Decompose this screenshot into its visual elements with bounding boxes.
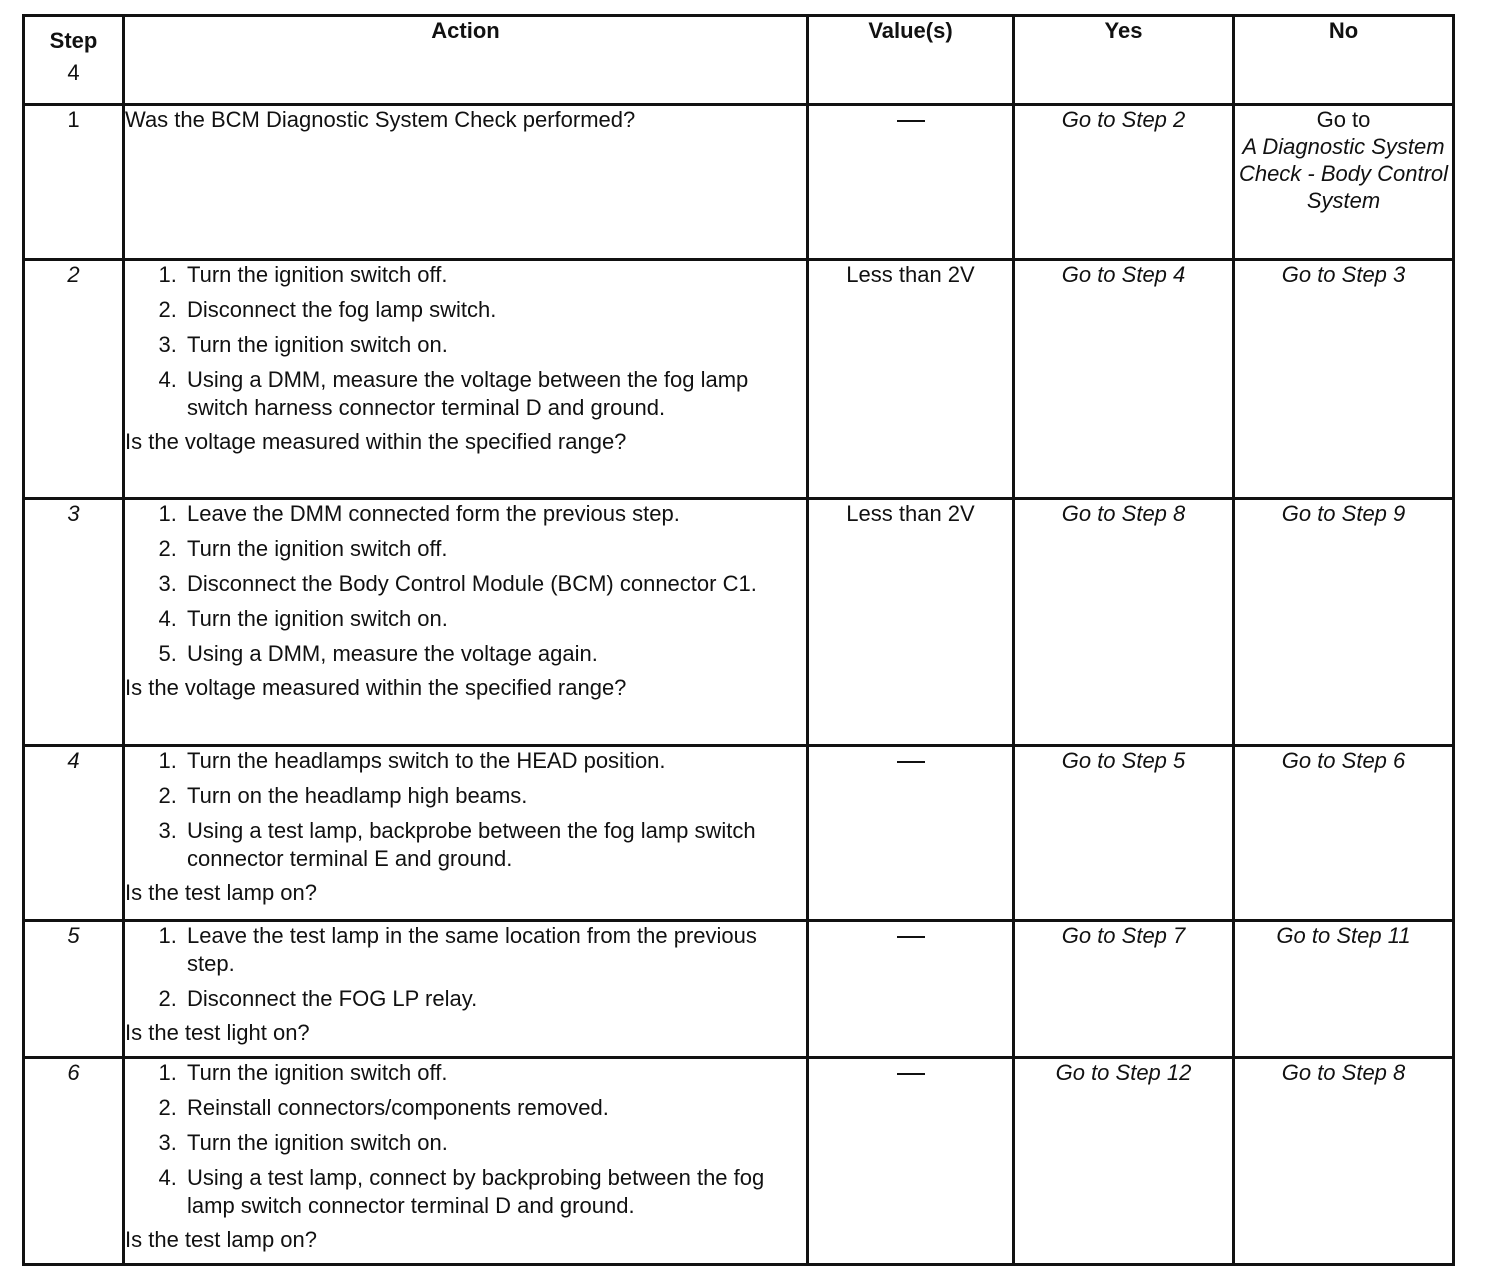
em-dash <box>897 120 925 122</box>
value-cell: Less than 2V <box>808 260 1014 499</box>
step-question: Is the voltage measured within the specified range? <box>125 675 627 700</box>
header-step <box>24 16 124 105</box>
action-item: 2. Disconnect the fog lamp switch. <box>183 296 806 324</box>
action-item: 1. Turn the headlamps switch to the HEAD position. <box>183 747 806 775</box>
action-list <box>125 500 806 668</box>
step-question: Is the test light on? <box>125 1020 310 1045</box>
yes-goto-link[interactable]: Go to Step 2 <box>1014 105 1234 260</box>
no-goto-link[interactable]: Go to Step 6 <box>1234 746 1454 921</box>
no-goto-target: A Diagnostic System Check - Body Control System <box>1238 134 1449 213</box>
table-row <box>24 746 1454 921</box>
step-number: 1 <box>24 105 124 260</box>
header-row <box>24 16 1454 105</box>
action-item: 2. Reinstall connectors/components removed. <box>183 1094 806 1122</box>
step-number: 6 <box>24 1058 124 1265</box>
no-goto-link[interactable]: Go to Step 9 <box>1234 499 1454 746</box>
em-dash <box>897 761 925 763</box>
action-cell <box>124 260 808 499</box>
action-item: 5. Using a DMM, measure the voltage again. <box>183 640 806 668</box>
step-number: 5 <box>24 921 124 1058</box>
header-no: No <box>1234 16 1454 105</box>
step-question: Is the voltage measured within the specified range? <box>125 429 627 454</box>
action-cell <box>124 1058 808 1265</box>
yes-goto-link[interactable]: Go to Step 7 <box>1014 921 1234 1058</box>
table-row <box>24 260 1454 499</box>
header-yes: Yes <box>1014 16 1234 105</box>
yes-goto-link[interactable]: Go to Step 5 <box>1014 746 1234 921</box>
action-item: 4. Using a test lamp, connect by backprobing between the fog lamp switch connector terminal D and ground. <box>183 1164 806 1220</box>
action-list <box>125 747 806 873</box>
action-cell <box>124 746 808 921</box>
em-dash <box>897 1073 925 1075</box>
table-row <box>24 499 1454 746</box>
action-list <box>125 1059 806 1220</box>
action-item: 3. Using a test lamp, backprobe between the fog lamp switch connector terminal E and ground. <box>183 817 806 873</box>
action-item: 2. Turn the ignition switch off. <box>183 535 806 563</box>
step-number: 2 <box>24 260 124 499</box>
value-cell: Less than 2V <box>808 499 1014 746</box>
header-step-label: Step <box>49 28 98 53</box>
action-item: 1. Leave the DMM connected form the previous step. <box>183 500 806 528</box>
value-cell <box>808 1058 1014 1265</box>
action-item: 1. Leave the test lamp in the same location from the previous step. <box>183 922 806 978</box>
table-row <box>24 105 1454 260</box>
action-cell <box>124 921 808 1058</box>
value-cell <box>808 921 1014 1058</box>
action-item: 1. Turn the ignition switch off. <box>183 261 806 289</box>
step-question: Was the BCM Diagnostic System Check performed? <box>125 107 636 132</box>
action-item: 3. Disconnect the Body Control Module (BCM) connector C1. <box>183 570 806 598</box>
table-row <box>24 1058 1454 1265</box>
no-goto-link[interactable]: Go to Step 3 <box>1234 260 1454 499</box>
header-step-number: 4 <box>67 60 80 85</box>
header-action: Action <box>124 16 808 105</box>
action-list <box>125 922 806 1013</box>
diagnostic-table <box>22 14 1455 1266</box>
step-number: 3 <box>24 499 124 746</box>
action-item: 4. Turn the ignition switch on. <box>183 605 806 633</box>
no-goto-title: Go to <box>1316 107 1371 132</box>
action-item: 2. Turn on the headlamp high beams. <box>183 782 806 810</box>
no-goto-link[interactable] <box>1234 105 1454 260</box>
step-question: Is the test lamp on? <box>125 880 317 905</box>
yes-goto-link[interactable]: Go to Step 12 <box>1014 1058 1234 1265</box>
yes-goto-link[interactable]: Go to Step 4 <box>1014 260 1234 499</box>
action-cell <box>124 499 808 746</box>
header-values: Value(s) <box>808 16 1014 105</box>
value-cell <box>808 746 1014 921</box>
table-row <box>24 921 1454 1058</box>
action-item: 2. Disconnect the FOG LP relay. <box>183 985 806 1013</box>
em-dash <box>897 936 925 938</box>
yes-goto-link[interactable]: Go to Step 8 <box>1014 499 1234 746</box>
no-goto-link[interactable]: Go to Step 8 <box>1234 1058 1454 1265</box>
action-item: 3. Turn the ignition switch on. <box>183 331 806 359</box>
step-question: Is the test lamp on? <box>125 1227 317 1252</box>
value-cell <box>808 105 1014 260</box>
step-number: 4 <box>24 746 124 921</box>
action-cell <box>124 105 808 260</box>
action-item: 4. Using a DMM, measure the voltage between the fog lamp switch harness connector terminal D and ground. <box>183 366 806 422</box>
action-item: 1. Turn the ignition switch off. <box>183 1059 806 1087</box>
no-goto-link[interactable]: Go to Step 11 <box>1234 921 1454 1058</box>
action-list <box>125 261 806 422</box>
action-item: 3. Turn the ignition switch on. <box>183 1129 806 1157</box>
